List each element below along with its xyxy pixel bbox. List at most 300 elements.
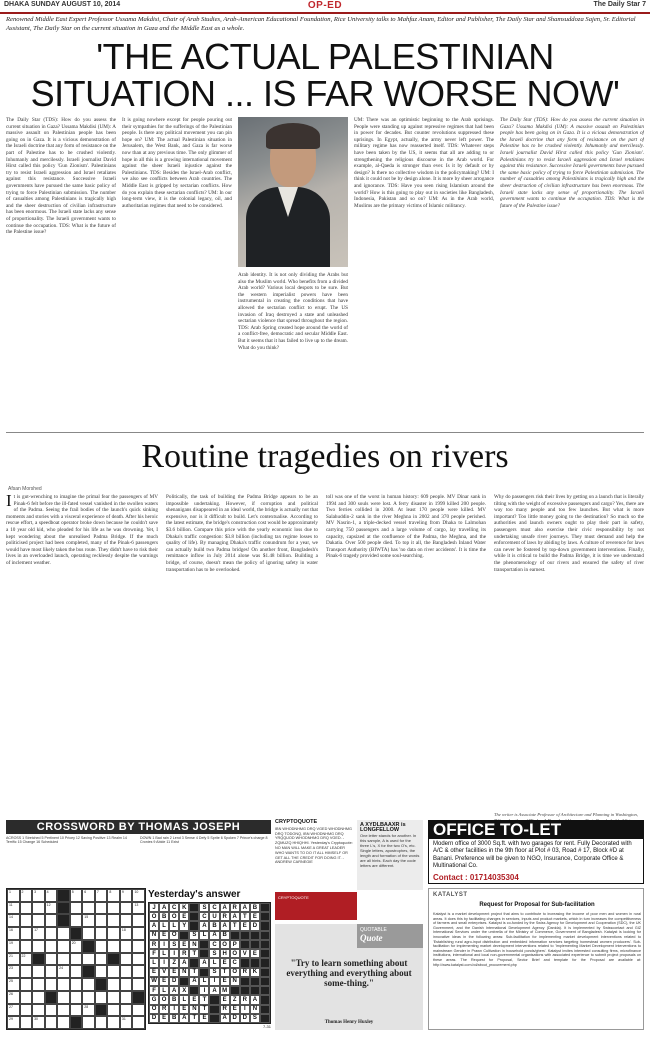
answer-cell [250, 940, 260, 949]
answer-cell: G [149, 995, 159, 1004]
answer-cell: O [169, 912, 179, 921]
crossword-cell[interactable] [107, 1016, 120, 1029]
crossword-cell[interactable] [57, 1004, 70, 1017]
answer-cell: A [179, 1014, 189, 1023]
cryptoquote-how-to [357, 820, 423, 890]
answer-cell: E [250, 949, 260, 958]
answer-cell: A [220, 921, 230, 930]
quote-head-big: Quote [360, 933, 383, 943]
crossword-cell[interactable] [107, 940, 120, 953]
answer-cell: A [199, 921, 209, 930]
article-col-1 [6, 494, 158, 816]
crossword-cell[interactable] [57, 940, 70, 953]
answer-cell [209, 1014, 219, 1023]
crossword-cell[interactable] [45, 953, 58, 966]
answer-cell [260, 958, 270, 967]
crossword-cell[interactable] [70, 953, 83, 966]
answer-cell: S [209, 949, 219, 958]
crossword-cell[interactable]: 9 [120, 889, 133, 902]
crossword-cell[interactable] [32, 940, 45, 953]
answer-cell: L [159, 949, 169, 958]
crossword-grid[interactable] [6, 888, 146, 1030]
crossword-cell[interactable] [57, 1016, 70, 1029]
answer-cell: M [220, 986, 230, 995]
answer-cell: S [169, 940, 179, 949]
answer-cell: O [220, 940, 230, 949]
crossword-cell[interactable] [45, 965, 58, 978]
interview-col-5: The Daily Star (TDS): How do you assess the current situation in Gaza? Ussama Makdisi (UM): A massive assault on Palestinian people has been going on in Gaza. It is a vicious demonstration of the Israeli doctrine that any form of resistance on the part of Palestine has to be crushed violently. Inhumanly and mercilessly. Israeli journalist David Hirst called this policy 'Gun Zionism'. Palestinians try to resist Israeli aggression and Israel retaliates against this resistance. Successive Israeli governments have pursued the same basic policy of trying to force Palestinian submission. The number of casualties among Palestinians is tragically high and the sheer destruction of civilian infrastructure has been enormous. The Israeli state lacks any sense of proportionality. The Israeli government wants to continue the occupation. TDS: What is the future of the Palestine issue? [500, 117, 644, 209]
answer-cell: D [240, 1014, 250, 1023]
article-col-4: Why do passengers risk their lives by getting on a launch that is literally tilting with the weight of excessive passengers and cargo? Yes, there are way too many people and too few launches. But what is more important? Too little money going to the destination? So much so the authorities and launch owners ought to play their part in safety, passengers must also exercise their civic responsibility by not undertaking unsafe river journeys. They must demand and help the enforcement of laws by abiding by laws. A culture of reverence for laws can never be fostered by top-down government interventions. Finally, while it is critical to build the Padma Bridge, it is time we understand the phenomenology of our rivers and ensured the safety of river transportation in earnest. [494, 494, 644, 573]
crossword-cell[interactable] [20, 991, 33, 1004]
answer-cell: T [199, 995, 209, 1004]
crossword-cell[interactable] [20, 978, 33, 991]
crossword-cell[interactable] [132, 914, 145, 927]
answer-cell: A [179, 958, 189, 967]
answer-cell [260, 921, 270, 930]
crossword-cell[interactable] [107, 953, 120, 966]
answer-cell: E [179, 1005, 189, 1014]
cryptoquote-text: IBN WHODNHMG DRQ VGED WHODNHMG DRQ TODONQ, IBN WHODNHMG DRQ YRQQUOD WHODNHMG DRQ VGED. - ZQMUZQ HHIQHHI. Yesterday's Cryptoquote: NO MAN WILL MAKE A GREAT LEADER WHO WANTS TO DO IT ALL HIMSELF OR GET ALL THE CREDIT FOR DOING IT. - ANDREW CARNEGIE [275, 826, 353, 865]
answer-cell: N [189, 1005, 199, 1014]
answer-cell [260, 949, 270, 958]
crossword-cell[interactable] [82, 978, 95, 991]
answer-cell: A [209, 986, 219, 995]
crossword-cell[interactable] [57, 889, 70, 902]
crossword-cell[interactable]: 23 [7, 965, 20, 978]
crossword-cell[interactable]: 10 [132, 889, 145, 902]
crossword-cell[interactable] [95, 1016, 108, 1029]
answer-cell: B [209, 921, 219, 930]
answer-cell [260, 986, 270, 995]
answer-cell: L [159, 921, 169, 930]
answer-cell: R [220, 1005, 230, 1014]
answer-cell [250, 977, 260, 986]
puzzle-code: 7-31 [262, 1024, 271, 1029]
crossword-cell[interactable] [95, 914, 108, 927]
crossword-cell[interactable]: 18 [120, 927, 133, 940]
crossword-cell[interactable] [70, 991, 83, 1004]
answer-cell: A [209, 931, 219, 940]
crossword-cell[interactable] [70, 902, 83, 915]
crossword-cell[interactable] [120, 965, 133, 978]
answer-cell: E [179, 940, 189, 949]
quote-heading [357, 924, 423, 948]
crossword-cell[interactable] [32, 953, 45, 966]
answer-cell: Y [179, 921, 189, 930]
crossword-cell[interactable] [70, 978, 83, 991]
crossword-cell[interactable] [70, 927, 83, 940]
crossword-cell[interactable]: 2 [20, 889, 33, 902]
crossword-cell[interactable] [95, 991, 108, 1004]
crossword-cell[interactable]: 8 [107, 889, 120, 902]
cryptoquote [275, 820, 355, 890]
author-note: The writer is Associate Professor of Architecture and Planning in Washington, [494, 812, 638, 817]
page-header [0, 0, 650, 14]
answer-cell [260, 940, 270, 949]
crossword-cell[interactable] [20, 1004, 33, 1017]
answer-cell [260, 1014, 270, 1023]
rfp-body: Katalyst is a market development project that aims to contribute to increasing the income of poor men and women in rural areas. It does this by facilitating changes in services, inputs and product markets, which in turn increases the competitiveness of farmers and small enterprises. Katalyst is co-funded by the Swiss Agency for Development and Cooperation (SDC), the UK Government, and the Danish International Development Agency (Danida). It is implemented by Swisscontact and GIZ International Services under the umbrella of the Ministry of Commerce, Government of Bangladesh. Katalyst is looking for innovative ideas in the following areas: Sub-facilitation for implementing market development interventions related to 'Establishing rural agro-input distribution and embedded information services targeting homestead women producers'. Sub-facilitation for implementing market development interventions related to 'Implementing Market Development Interventions to mainstream Gender in Prawn Cultivation in household ponds/ghers'. Katalyst invites interested consulting firms, microfinance institutions, international and local non-governmental organisations with associated experience to submit project proposals on these areas. The Request for Proposal, Sector Brief and template for the Proposal are available at: http://www.katalyst.com.bd/about_procurement.php [433, 912, 641, 967]
crossword-cell[interactable] [132, 1004, 145, 1017]
crossword-cell[interactable] [70, 1004, 83, 1017]
crossword-cell[interactable]: 26 [7, 991, 20, 1004]
crossword-cell[interactable] [82, 953, 95, 966]
crossword-cell[interactable] [20, 1016, 33, 1029]
crossword-cell[interactable] [20, 965, 33, 978]
yesterdays-answer [148, 888, 271, 1030]
crossword-cell[interactable] [120, 914, 133, 927]
office-to-let-ad [428, 820, 644, 884]
crossword-cell[interactable] [32, 902, 45, 915]
answer-cell: O [230, 949, 240, 958]
crossword-cell[interactable] [82, 927, 95, 940]
answer-cell: L [159, 986, 169, 995]
ad-body: Modern office of 3000 Sq.ft. with two garages for rent. Fully Decorated with A/C & other facilities in the 9th floor at Plot # 03, Road # 17, Block #D at Banani. Preference will be given to NGO, Insurance, Corporate Office & Multinational Co. [433, 841, 632, 870]
answer-cell: I [209, 977, 219, 986]
quote-head-small: QUOTABLE [360, 927, 387, 933]
crossword-banner: CROSSWORD BY THOMAS JOSEPH [6, 820, 271, 834]
answer-grid [148, 902, 271, 1024]
crossword-cell[interactable]: 13 [132, 902, 145, 915]
crossword-cell[interactable] [107, 927, 120, 940]
crossword-cell[interactable] [120, 978, 133, 991]
quotable-quote [275, 924, 423, 1030]
crossword-cell[interactable]: 15 [82, 914, 95, 927]
crossword-cell[interactable] [45, 940, 58, 953]
crossword-cell[interactable] [45, 927, 58, 940]
crossword-cell[interactable]: 24 [57, 965, 70, 978]
crossword-cell[interactable]: 5 [70, 889, 83, 902]
crossword-cell[interactable] [32, 965, 45, 978]
crossword-cell[interactable] [20, 927, 33, 940]
answer-cell: B [220, 931, 230, 940]
crossword-cell[interactable] [120, 940, 133, 953]
crossword-cell[interactable] [57, 902, 70, 915]
crossword-cell[interactable] [32, 978, 45, 991]
answer-cell [260, 903, 270, 912]
answer-cell: E [220, 958, 230, 967]
answer-cell [209, 1005, 219, 1014]
crossword-cell[interactable]: 29 [7, 1016, 20, 1029]
answer-cell: N [230, 977, 240, 986]
crossword-cell[interactable] [95, 953, 108, 966]
crossword-cell[interactable] [45, 991, 58, 1004]
crossword-cell[interactable] [57, 914, 70, 927]
answer-cell [189, 912, 199, 921]
answer-cell: I [240, 1005, 250, 1014]
crossword-cell[interactable] [95, 940, 108, 953]
answer-cell: W [149, 977, 159, 986]
answer-cell [250, 931, 260, 940]
answer-cell [199, 940, 209, 949]
crossword-cell[interactable] [120, 991, 133, 1004]
crossword-cell[interactable] [32, 914, 45, 927]
how-to-title: A XYDLBAAXR is LONGFELLOW [360, 822, 406, 833]
crossword-cell[interactable] [107, 965, 120, 978]
crossword-cell[interactable] [57, 991, 70, 1004]
answer-cell: A [159, 903, 169, 912]
answer-cell: V [159, 968, 169, 977]
answer-cell: F [149, 949, 159, 958]
answer-cell [230, 986, 240, 995]
crossword-cell[interactable] [95, 965, 108, 978]
clues-down: DOWN 1 Bad rain 2 Lend 3 Sense 4 Defy 5 Sprite 6 Spoken 7 Prince's charge 8 Cronies 9 Abide 11 Exist [140, 836, 268, 845]
answer-cell: B [250, 903, 260, 912]
crossword-cell[interactable] [20, 914, 33, 927]
answer-cell: A [189, 977, 199, 986]
crossword-cell[interactable] [132, 927, 145, 940]
answer-cell: L [169, 921, 179, 930]
answer-cell: C [230, 958, 240, 967]
answer-cell: A [220, 903, 230, 912]
answer-cell: E [220, 995, 230, 1004]
crossword-cell[interactable]: 11 [7, 902, 20, 915]
crossword-cell[interactable]: 3 [32, 889, 45, 902]
crossword-cell[interactable]: 17 [32, 927, 45, 940]
answer-cell: I [159, 940, 169, 949]
crossword-cell[interactable] [70, 914, 83, 927]
answer-cell: E [199, 1014, 209, 1023]
answer-cell: E [159, 977, 169, 986]
portrait-photo [238, 117, 348, 267]
answer-cell: T [230, 921, 240, 930]
quote-text: "Try to learn something about everything and everything about some-thing." [286, 958, 412, 988]
rfp-title: Request for Proposal for Sub-facilitation [479, 902, 595, 908]
crossword-cell[interactable] [82, 991, 95, 1004]
answer-cell: T [189, 949, 199, 958]
masthead-page: The Daily Star 7 [593, 1, 646, 8]
answer-cell: O [169, 931, 179, 940]
crossword-cell[interactable] [82, 902, 95, 915]
crossword-cell[interactable] [107, 1004, 120, 1017]
crossword-cell[interactable] [20, 902, 33, 915]
answer-cell: L [209, 958, 219, 967]
answer-cell: E [230, 1005, 240, 1014]
crossword-cell[interactable]: 22 [20, 953, 33, 966]
answer-cell: I [159, 958, 169, 967]
crossword-cell[interactable]: 28 [82, 1004, 95, 1017]
crossword-cell[interactable] [132, 940, 145, 953]
answer-cell: A [220, 1014, 230, 1023]
article-col-1-text: t is gut-wrenching to imagine the primal fear the passengers of MV Pinak-6 felt before the ill-fated vessel vanished in the swollen waters of the Padma. Seeing the frail bodies of the launch's quick sinking moments and stories with a visceral experience of death. After his heroic rescue effort, a speedboat operator broke down because he couldn't save a 10 year old kid, who pleaded for his life as he was drowning. Yet, I kept wondering about the unrealised Padma Bridge. If the much politicised project had been completed, many of the Pinak-6 passengers would have most likely taken the bus route. They didn't have to risk their lives in an overloaded launch, operating recklessly despite the warnings of inclement weather. [6, 494, 158, 566]
answer-cell [240, 986, 250, 995]
crossword-cell[interactable] [45, 914, 58, 927]
clues-across: ACROSS 1 Stretched 5 Pertinent 10 Pricey 12 Saving Positive 13 Realm 14 Terrific 15 Change 16 Scheduled [6, 836, 127, 845]
answer-cell: D [169, 977, 179, 986]
crossword-cell[interactable]: 4 [45, 889, 58, 902]
crossword-cell[interactable] [20, 940, 33, 953]
answer-cell: C [169, 903, 179, 912]
crossword-cell[interactable] [82, 1016, 95, 1029]
answer-cell: O [149, 912, 159, 921]
answer-cell: C [199, 912, 209, 921]
crossword-cell[interactable] [132, 965, 145, 978]
katalyst-logo: KATALYST [433, 892, 468, 898]
answer-cell: O [230, 968, 240, 977]
crossword-cell[interactable]: 1 [7, 889, 20, 902]
answer-cell [260, 931, 270, 940]
answer-cell: I [169, 949, 179, 958]
answer-cell: I [199, 986, 209, 995]
answer-cell: R [179, 949, 189, 958]
answer-cell: D [149, 1014, 159, 1023]
crossword-cell[interactable] [107, 991, 120, 1004]
crossword-cell[interactable]: 30 [32, 1016, 45, 1029]
crossword-cell[interactable] [45, 978, 58, 991]
answer-cell [189, 903, 199, 912]
answer-cell: O [159, 995, 169, 1004]
crossword-cell[interactable] [95, 902, 108, 915]
answer-cell [189, 958, 199, 967]
answer-cell: B [159, 912, 169, 921]
answer-cell: S [250, 1014, 260, 1023]
rfp-ad [428, 888, 644, 1030]
answer-cell: R [149, 940, 159, 949]
crossword-cell[interactable] [120, 953, 133, 966]
answer-cell [240, 931, 250, 940]
answer-cell: T [189, 1014, 199, 1023]
answer-cell: E [149, 968, 159, 977]
crossword-cell[interactable] [45, 1016, 58, 1029]
dateline: DHAKA SUNDAY AUGUST 10, 2014 [4, 1, 121, 8]
answer-cell: L [179, 995, 189, 1004]
answer-cell: R [230, 903, 240, 912]
crossword-cell[interactable] [107, 914, 120, 927]
answer-cell: E [179, 912, 189, 921]
crossword-cell[interactable] [132, 953, 145, 966]
crossword-cell[interactable] [132, 991, 145, 1004]
crossword-cell[interactable] [120, 1004, 133, 1017]
answer-cell: T [220, 968, 230, 977]
answer-cell [209, 995, 219, 1004]
crossword-cell[interactable] [70, 1016, 83, 1029]
crossword-cell[interactable] [57, 953, 70, 966]
crossword-cell[interactable] [32, 1004, 45, 1017]
yesterday-title: Yesterday's answer [148, 889, 241, 900]
answer-cell: N [179, 968, 189, 977]
byline: Afsan Morshed [8, 486, 42, 492]
answer-cell [260, 912, 270, 921]
answer-cell: U [209, 912, 219, 921]
answer-cell: E [159, 1014, 169, 1023]
answer-cell: L [199, 977, 209, 986]
crossword-cell[interactable] [107, 902, 120, 915]
interview-col-2: It is going nowhere except for people pouring out their sympathies for the sufferings of the Palestinian people. Is there any political movement you can pin hope on? UM: The actual Palestinian situation in Jerusalem, the West Bank, and Gaza is far worse now than at any previous time. The only glimmer of hope in all this is a growing international movement against the sheer Israeli injustice against the Palestinians. TDS: Besides the Israel-Arab conflict, we also see conflicts between Arab countries. The Middle East is gripped by sectarian conflicts. How do you explain these sectarian conflicts? UM: In our long-term view, it is the colonial legacy, oil, and authoritarian regimes that need to be considered. [122, 117, 232, 209]
answer-cell: Z [169, 958, 179, 967]
answer-cell: N [250, 1005, 260, 1014]
crossword-cell[interactable]: 19 [7, 940, 20, 953]
answer-cell: A [250, 995, 260, 1004]
yesterday-cryptoquote: CRYPTOQUOTE [275, 892, 357, 920]
crossword-cell[interactable]: 20 [70, 940, 83, 953]
answer-cell: A [240, 903, 250, 912]
crossword-cell[interactable]: 14 [7, 914, 20, 927]
answer-cell [260, 1005, 270, 1014]
crossword-cell[interactable] [120, 902, 133, 915]
answer-cell [199, 949, 209, 958]
how-to-text: One letter stands for another. In this sample, A is used for the three L's, X for the two O's, etc. Single letters, apostrophes, the length and formation of the words are all hints. Each day the code letters are different. [360, 833, 420, 868]
answer-cell: B [169, 995, 179, 1004]
answer-cell: T [240, 912, 250, 921]
crossword-cell[interactable] [95, 978, 108, 991]
answer-cell: R [240, 968, 250, 977]
answer-cell: X [179, 986, 189, 995]
crossword-cell[interactable] [70, 965, 83, 978]
interview-col-1: The Daily Star (TDS): How do you assess the current situation in Gaza? Ussama Makdisi (UM): A massive assault on Palestinian people has been going on in Gaza. It is a vicious demonstration of the Israeli doctrine that any form of resistance on the part of Palestine has to be crushed violently. Inhumanly and mercilessly. Israeli journalist David Hirst called this policy 'Gun Zionism'. Palestinians try to resist Israeli aggression and Israel retaliates against this resistance. Successive Israeli governments have pursued the same basic policy of trying to force Palestinian submission. The number of casualties among Palestinians is tragically high and the sheer destruction of civilian infrastructure has been enormous. The Israeli state lacks any sense of proportionality. The Israeli government wants to continue the occupation. TDS: What is the future of the Palestine issue? [6, 117, 116, 236]
section-title: OP-ED [307, 0, 343, 11]
answer-cell: D [230, 1014, 240, 1023]
answer-cell: S [209, 968, 219, 977]
answer-cell: N [189, 940, 199, 949]
answer-cell: T [199, 1005, 209, 1014]
interview-intro: Renowned Middle East Expert Professor Ussama Makdisi, Chair of Arab Studies, Arab-American Educational Foundation, Rice University talks to Mahfuz Anam, Editor and Publisher, The Daily Star and Shamsuddoza Sajen, Sr. Editorial Assistant, The Daily Star on the current situation in Gaza and the Middle East as a whole. [6, 16, 636, 32]
crossword-cell[interactable] [95, 1004, 108, 1017]
answer-cell: P [230, 940, 240, 949]
answer-cell [240, 940, 250, 949]
crossword-cell[interactable] [132, 1016, 145, 1029]
crossword [6, 820, 271, 1030]
headline-rivers: Routine tragedies on rivers [141, 438, 509, 475]
crossword-cell[interactable]: 25 [7, 978, 20, 991]
crossword-cell[interactable] [57, 927, 70, 940]
answer-cell [260, 968, 270, 977]
answer-cell: E [189, 995, 199, 1004]
crossword-cell[interactable]: 16 [7, 927, 20, 940]
interview-col-4: UM: There was an optimistic beginning to the Arab uprisings. People were standing up against repressive regimes that had been in power for decades. But counter revolutions suppressed these uprisings. In Egypt, actually, the army never left power. The military regime has now reasserted itself. TDS: Whatever steps have been taken by the US, it seems that all are adding to or strengthening the religious discourse in the Arab world. For example, al-Qaeda is stronger than ever. Is it by default or by design? Is there no collective wisdom in the policymaking? UM: I think it could not be by design alone. It is more by sheer arrogance and ignorance. TDS: Have you seen rising Islamism around the world? How is this going to play out in societies like Bangladesh, Indonesia, Pakistan and so on? UM: As in the Arab world, Muslims are the primary victims of Islamic militancy. [354, 117, 494, 209]
answer-cell: E [159, 931, 169, 940]
crossword-cell[interactable] [45, 1004, 58, 1017]
crossword-cell[interactable] [82, 940, 95, 953]
answer-cell: R [240, 995, 250, 1004]
puzzles-column [275, 820, 423, 1030]
crossword-cell[interactable] [107, 978, 120, 991]
answer-cell: C [209, 903, 219, 912]
crossword-cell[interactable]: 6 [82, 889, 95, 902]
crossword-cell[interactable]: 21 [7, 953, 20, 966]
crossword-cell[interactable] [32, 991, 45, 1004]
crossword-cell[interactable]: 12 [45, 902, 58, 915]
crossword-cell[interactable]: 31 [120, 1016, 133, 1029]
answer-cell [250, 986, 260, 995]
answer-cell [179, 977, 189, 986]
crossword-cell[interactable]: 27 [7, 1004, 20, 1017]
ad-phone: Contact : 01714035304 [433, 872, 519, 882]
cryptoquote-title: CRYPTOQUOTE [275, 819, 318, 825]
answer-cell [240, 958, 250, 967]
crossword-cell[interactable] [132, 978, 145, 991]
crossword-cell[interactable]: 7 [95, 889, 108, 902]
headline-interview: 'THE ACTUAL PALESTINIAN SITUATION ... IS FAR WORSE NOW' [30, 36, 620, 114]
interview-col-3: Arab identity. It is not only dividing the Arabs but also the Muslim world. Who benefits from a divided Arab world? Various local despots to be sure. But the western imperialist powers have been instrumental in creating the conditions that have allowed the sectarian conflict to erupt. The US invasion of Iraq destroyed a state and unleashed sectarian violence that spread throughout the region. TDS: Arab Spring created hope around the world of a conflict-free, democratic and secular Middle East. But it seems that it has failed to live up to the dream. What do you think? [238, 272, 348, 351]
answer-cell [189, 921, 199, 930]
answer-cell: A [230, 912, 240, 921]
answer-cell: H [220, 949, 230, 958]
answer-cell: D [250, 921, 260, 930]
quote-author: Thomas Henry Huxley [324, 1020, 374, 1025]
crossword-cell[interactable] [82, 965, 95, 978]
answer-cell: A [169, 986, 179, 995]
answer-cell: A [149, 921, 159, 930]
answer-cell: J [149, 903, 159, 912]
answer-cell: F [149, 986, 159, 995]
answer-cell: T [189, 968, 199, 977]
answer-cell: B [169, 1014, 179, 1023]
answer-cell [230, 931, 240, 940]
crossword-cell[interactable] [57, 978, 70, 991]
answer-cell: S [189, 931, 199, 940]
crossword-cell[interactable] [95, 927, 108, 940]
